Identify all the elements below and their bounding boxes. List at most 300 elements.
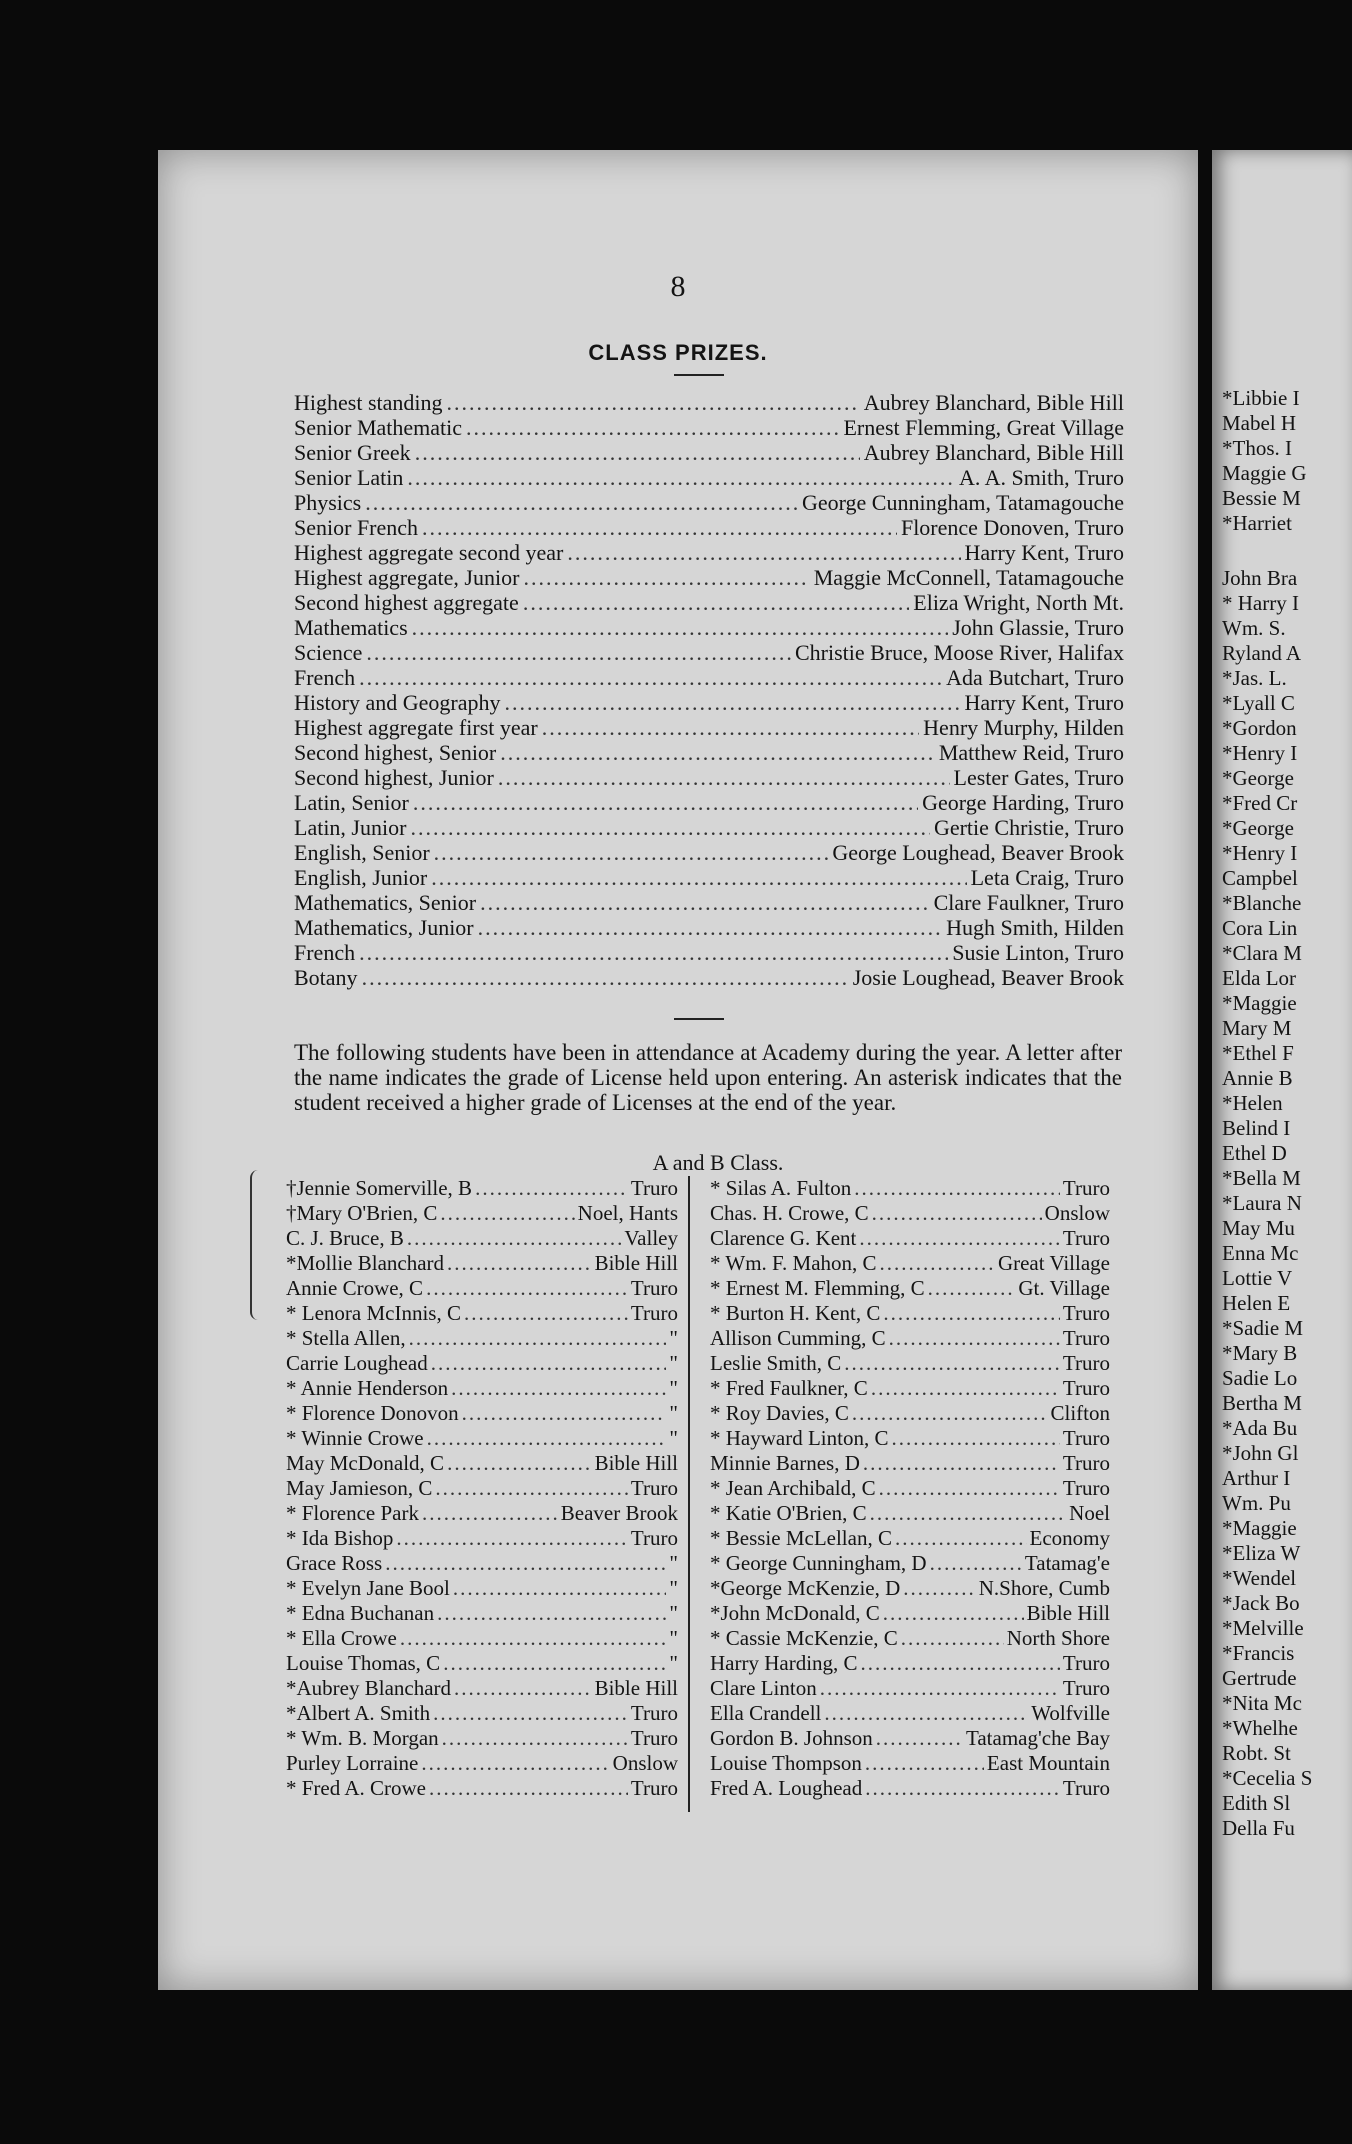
fragment-row: *Eliza W: [1222, 1541, 1301, 1565]
column-divider: [688, 1176, 690, 1812]
fragment-row: *Henry I: [1222, 841, 1298, 865]
student-place: Valley: [624, 1226, 678, 1250]
dot-leader: [861, 1651, 1060, 1676]
dot-leader: [447, 390, 860, 415]
prize-label: Latin, Senior: [294, 790, 409, 815]
student-row: [286, 1626, 678, 1651]
student-place: Truro: [1062, 1176, 1110, 1200]
fragment-row: *Melville: [1222, 1616, 1304, 1640]
student-place: Truro: [630, 1701, 678, 1725]
dot-leader: [879, 1476, 1060, 1501]
dot-leader: [891, 1426, 1059, 1451]
student-row: [286, 1226, 678, 1251]
fragment-row: Annie B: [1222, 1066, 1293, 1090]
student-row: [710, 1201, 1110, 1226]
prize-row: [294, 940, 1124, 965]
student-row: [286, 1576, 678, 1601]
fragment-row: *George: [1222, 816, 1294, 840]
prize-row: [294, 465, 1124, 490]
dot-leader: [440, 1201, 574, 1226]
fragment-row: * Harry I: [1222, 591, 1299, 615]
student-name: Minnie Barnes, D: [710, 1451, 860, 1475]
dot-leader: [422, 515, 897, 540]
prize-label: Latin, Junior: [294, 815, 407, 840]
prize-row: [294, 815, 1124, 840]
student-place: ": [669, 1551, 678, 1575]
fragment-row: Enna Mc: [1222, 1241, 1299, 1265]
fragment-row: *Gordon: [1222, 716, 1297, 740]
student-row: [286, 1251, 678, 1276]
student-row: [710, 1501, 1110, 1526]
student-name: * Ernest M. Flemming, C: [710, 1276, 925, 1300]
dot-leader: [421, 1751, 609, 1776]
prize-label: English, Senior: [294, 840, 430, 865]
student-name: * George Cunningham, D: [710, 1551, 927, 1575]
student-row: [286, 1451, 678, 1476]
student-place: North Shore: [1006, 1626, 1110, 1650]
dot-leader: [903, 1576, 975, 1601]
student-row: [286, 1201, 678, 1226]
student-row: [710, 1526, 1110, 1551]
student-row: [286, 1751, 678, 1776]
student-place: Onslow: [1044, 1201, 1110, 1225]
prize-label: Second highest aggregate: [294, 590, 519, 615]
fragment-row: *Maggie: [1222, 1516, 1297, 1540]
fragment-row: *Cecelia S: [1222, 1766, 1313, 1790]
student-row: [710, 1676, 1110, 1701]
prize-label: Botany: [294, 965, 358, 990]
fragment-row: Campbel: [1222, 866, 1298, 890]
dot-leader: [453, 1576, 667, 1601]
prize-label: Science: [294, 640, 363, 665]
fragment-row: Ethel D: [1222, 1141, 1287, 1165]
prize-row: [294, 440, 1124, 465]
student-name: * Stella Allen,: [286, 1326, 406, 1350]
fragment-row: *Jas. L.: [1222, 666, 1287, 690]
section-divider: [674, 1018, 724, 1020]
dot-leader: [844, 1351, 1060, 1376]
student-place: Great Village: [997, 1251, 1110, 1275]
student-row: [286, 1476, 678, 1501]
student-place: Truro: [630, 1476, 678, 1500]
fragment-row: Belind I: [1222, 1116, 1291, 1140]
dot-leader: [852, 1401, 1048, 1426]
prize-row: [294, 590, 1124, 615]
prize-row: [294, 915, 1124, 940]
student-row: [286, 1426, 678, 1451]
dot-leader: [409, 1326, 667, 1351]
student-place: Tatamag'e: [1024, 1551, 1110, 1575]
student-name: Ella Crandell: [710, 1701, 822, 1725]
dot-leader: [359, 940, 948, 965]
prize-label: Highest standing: [294, 390, 443, 415]
student-place: Bible Hill: [594, 1676, 678, 1700]
student-name: Carrie Loughead: [286, 1351, 428, 1375]
prize-winner: Clare Faulkner, Truro: [933, 890, 1124, 915]
student-name: * Ida Bishop: [286, 1526, 394, 1550]
student-name: Purley Lorraine: [286, 1751, 419, 1775]
attendance-intro: The following students have been in attendance at Academy during the year. A letter after the name indicates the grade of License held upon entering. An asterisk indicates that the student received a higher grade of Licenses at the end of the year.: [294, 1040, 1122, 1115]
students-left-column: [286, 1176, 678, 1801]
student-name: * Burton H. Kent, C: [710, 1301, 881, 1325]
prize-label: Highest aggregate, Junior: [294, 565, 520, 590]
student-place: Truro: [1062, 1226, 1110, 1250]
prize-label: Highest aggregate first year: [294, 715, 538, 740]
fragment-row: Della Fu: [1222, 1816, 1295, 1840]
fragment-row: Bertha M: [1222, 1391, 1302, 1415]
student-name: Allison Cumming, C: [710, 1326, 886, 1350]
prize-row: [294, 540, 1124, 565]
prize-winner: Aubrey Blanchard, Bible Hill: [863, 390, 1124, 415]
fragment-row: *Helen: [1222, 1091, 1283, 1115]
fragment-row: Helen E: [1222, 1291, 1291, 1315]
fragment-row: *Wendel: [1222, 1566, 1297, 1590]
dot-leader: [883, 1601, 1024, 1626]
student-row: [710, 1601, 1110, 1626]
prize-label: French: [294, 665, 356, 690]
dot-leader: [451, 1376, 666, 1401]
student-name: * Edna Buchanan: [286, 1601, 435, 1625]
dot-leader: [410, 815, 930, 840]
prize-winner: Leta Craig, Truro: [970, 865, 1124, 890]
student-name: * Lenora McInnis, C: [286, 1301, 461, 1325]
prize-label: Physics: [294, 490, 362, 515]
fragment-row: *Nita Mc: [1222, 1691, 1302, 1715]
students-right-column: [710, 1176, 1110, 1801]
prize-winner: Matthew Reid, Truro: [938, 740, 1124, 765]
prize-winner: Florence Donoven, Truro: [900, 515, 1124, 540]
student-name: * Evelyn Jane Bool: [286, 1576, 450, 1600]
student-name: Chas. H. Crowe, C: [710, 1201, 869, 1225]
dot-leader: [824, 1701, 1028, 1726]
student-place: Truro: [1062, 1651, 1110, 1675]
fragment-row: *Maggie: [1222, 991, 1297, 1015]
dot-leader: [865, 1776, 1060, 1801]
dot-leader: [859, 1226, 1060, 1251]
fragment-row: May Mu: [1222, 1216, 1295, 1240]
dot-leader: [362, 965, 849, 990]
student-row: [710, 1326, 1110, 1351]
margin-bracket-mark: [250, 1170, 264, 1320]
prize-label: Mathematics, Senior: [294, 890, 477, 915]
dot-leader: [872, 1201, 1042, 1226]
student-row: [286, 1301, 678, 1326]
student-row: [710, 1651, 1110, 1676]
dot-leader: [427, 1426, 667, 1451]
prize-row: [294, 665, 1124, 690]
student-row: [286, 1676, 678, 1701]
student-place: Truro: [630, 1276, 678, 1300]
dot-leader: [442, 1726, 628, 1751]
student-place: Noel, Hants: [577, 1201, 678, 1225]
student-row: [286, 1401, 678, 1426]
student-name: * Florence Park: [286, 1501, 419, 1525]
prize-label: Second highest, Senior: [294, 740, 497, 765]
prize-row: [294, 615, 1124, 640]
fragment-row: *Harriet: [1222, 511, 1292, 535]
dot-leader: [396, 1526, 628, 1551]
student-name: * Fred A. Crowe: [286, 1776, 426, 1800]
student-place: East Mountain: [986, 1751, 1110, 1775]
dot-leader: [434, 840, 829, 865]
student-row: [710, 1626, 1110, 1651]
dot-leader: [433, 1701, 628, 1726]
student-place: Truro: [630, 1776, 678, 1800]
student-row: [286, 1601, 678, 1626]
student-place: ": [669, 1626, 678, 1650]
adjacent-page-fragment: [1212, 150, 1352, 1990]
student-place: Truro: [1062, 1301, 1110, 1325]
student-row: [710, 1751, 1110, 1776]
dot-leader: [407, 1226, 622, 1251]
student-place: Truro: [630, 1526, 678, 1550]
dot-leader: [478, 915, 943, 940]
student-row: [286, 1326, 678, 1351]
dot-leader: [475, 1176, 628, 1201]
student-name: Harry Harding, C: [710, 1651, 858, 1675]
student-name: * Silas A. Fulton: [710, 1176, 852, 1200]
dot-leader: [366, 640, 791, 665]
dot-leader: [462, 1401, 667, 1426]
dot-leader: [505, 690, 961, 715]
student-place: Gt. Village: [1018, 1276, 1110, 1300]
class-heading: A and B Class.: [652, 1150, 784, 1175]
title-rule: [674, 374, 724, 376]
fragment-row: *Bella M: [1222, 1166, 1301, 1190]
student-name: Annie Crowe, C: [286, 1276, 424, 1300]
dot-leader: [365, 490, 798, 515]
student-name: * Ella Crowe: [286, 1626, 397, 1650]
student-row: [286, 1501, 678, 1526]
student-row: [710, 1176, 1110, 1201]
prize-winner: A. A. Smith, Truro: [958, 465, 1124, 490]
prize-label: Second highest, Junior: [294, 765, 494, 790]
student-place: Tatamag'che Bay: [966, 1726, 1110, 1750]
student-row: [710, 1401, 1110, 1426]
prize-winner: Christie Bruce, Moose River, Halifax: [794, 640, 1124, 665]
dot-leader: [883, 1301, 1060, 1326]
fragment-row: Arthur I: [1222, 1466, 1291, 1490]
fragment-row: Cora Lin: [1222, 916, 1298, 940]
fragment-row: Edith Sl: [1222, 1791, 1291, 1815]
fragment-row: Wm. S.: [1222, 616, 1286, 640]
prize-row: [294, 840, 1124, 865]
prize-row: [294, 890, 1124, 915]
dot-leader: [429, 1776, 628, 1801]
prize-winner: Ada Butchart, Truro: [946, 665, 1124, 690]
fragment-row: *Whelhe: [1222, 1716, 1298, 1740]
prize-label: Senior French: [294, 515, 419, 540]
student-place: Truro: [1062, 1476, 1110, 1500]
student-name: Louise Thomas, C: [286, 1651, 441, 1675]
prize-winner: Harry Kent, Truro: [964, 690, 1124, 715]
student-name: * Jean Archibald, C: [710, 1476, 876, 1500]
fragment-row: Sadie Lo: [1222, 1366, 1298, 1390]
prize-row: [294, 390, 1124, 415]
student-name: * Hayward Linton, C: [710, 1426, 889, 1450]
student-place: Truro: [630, 1176, 678, 1200]
dot-leader: [928, 1276, 1016, 1301]
prize-label: Mathematics: [294, 615, 408, 640]
dot-leader: [359, 665, 942, 690]
prize-winner: Ernest Flemming, Great Village: [843, 415, 1124, 440]
dot-leader: [443, 1651, 666, 1676]
student-place: Bible Hill: [594, 1251, 678, 1275]
student-row: [286, 1376, 678, 1401]
fragment-row: *Mary B: [1222, 1341, 1298, 1365]
dot-leader: [385, 1551, 666, 1576]
student-place: ": [669, 1601, 678, 1625]
page-number: 8: [670, 270, 686, 303]
dot-leader: [454, 1676, 592, 1701]
prize-winner: Lester Gates, Truro: [953, 765, 1124, 790]
student-row: [286, 1276, 678, 1301]
student-place: Economy: [1029, 1526, 1110, 1550]
student-name: C. J. Bruce, B: [286, 1226, 404, 1250]
student-name: * Roy Davies, C: [710, 1401, 849, 1425]
prize-winner: Josie Loughead, Beaver Brook: [852, 965, 1124, 990]
student-row: [286, 1551, 678, 1576]
dot-leader: [880, 1251, 995, 1276]
student-row: [286, 1726, 678, 1751]
dot-leader: [871, 1376, 1060, 1401]
student-name: May McDonald, C: [286, 1451, 445, 1475]
student-row: [286, 1176, 678, 1201]
fragment-row: Gertrude: [1222, 1666, 1297, 1690]
section-title: CLASS PRIZES.: [588, 340, 768, 365]
dot-leader: [863, 1451, 1060, 1476]
prize-winner: George Cunningham, Tatamagouche: [801, 490, 1124, 515]
student-name: *Albert A. Smith: [286, 1701, 431, 1725]
prize-row: [294, 740, 1124, 765]
dot-leader: [447, 1251, 592, 1276]
prize-winner: Susie Linton, Truro: [952, 940, 1124, 965]
fragment-row: *Lyall C: [1222, 691, 1295, 715]
student-row: [710, 1551, 1110, 1576]
dot-leader: [567, 540, 960, 565]
student-name: Leslie Smith, C: [710, 1351, 842, 1375]
dot-leader: [422, 1501, 558, 1526]
document-page: [158, 150, 1198, 1990]
student-name: * Fred Faulkner, C: [710, 1376, 868, 1400]
student-name: †Mary O'Brien, C: [286, 1201, 438, 1225]
student-row: [286, 1526, 678, 1551]
fragment-row: Mabel H: [1222, 411, 1297, 435]
student-place: Truro: [1062, 1426, 1110, 1450]
fragment-row: Mary M: [1222, 1016, 1292, 1040]
student-name: * Cassie McKenzie, C: [710, 1626, 898, 1650]
student-place: Truro: [630, 1301, 678, 1325]
dot-leader: [865, 1751, 984, 1776]
student-name: Gordon B. Johnson: [710, 1726, 873, 1750]
dot-leader: [431, 865, 966, 890]
student-name: * Bessie McLellan, C: [710, 1526, 892, 1550]
fragment-row: John Bra: [1222, 566, 1298, 590]
prize-winner: George Loughead, Beaver Brook: [832, 840, 1124, 865]
fragment-row: Elda Lor: [1222, 966, 1297, 990]
fragment-row: Robt. St: [1222, 1741, 1291, 1765]
prize-row: [294, 515, 1124, 540]
dot-leader: [464, 1301, 628, 1326]
student-name: * Annie Henderson: [286, 1376, 449, 1400]
student-place: Truro: [1062, 1351, 1110, 1375]
prize-row: [294, 715, 1124, 740]
adjacent-page-list: [1222, 386, 1352, 1841]
fragment-row: *Jack Bo: [1222, 1591, 1300, 1615]
dot-leader: [466, 415, 839, 440]
student-row: [710, 1226, 1110, 1251]
student-place: Clifton: [1050, 1401, 1110, 1425]
student-row: [710, 1726, 1110, 1751]
student-place: Truro: [1062, 1326, 1110, 1350]
prize-winner: Aubrey Blanchard, Bible Hill: [863, 440, 1124, 465]
dot-leader: [437, 1601, 666, 1626]
fragment-row: *Laura N: [1222, 1191, 1302, 1215]
student-name: * Florence Donovon: [286, 1401, 459, 1425]
student-row: [286, 1701, 678, 1726]
dot-leader: [412, 615, 949, 640]
dot-leader: [407, 465, 955, 490]
student-place: Truro: [1062, 1451, 1110, 1475]
class-prizes-list: [294, 390, 1124, 990]
prize-winner: Hugh Smith, Hilden: [946, 915, 1124, 940]
fragment-row: *Clara M: [1222, 941, 1302, 965]
prize-label: Senior Latin: [294, 465, 404, 490]
student-place: Noel: [1069, 1501, 1110, 1525]
dot-leader: [500, 740, 935, 765]
student-place: ": [669, 1326, 678, 1350]
fragment-row: *Henry I: [1222, 741, 1298, 765]
prize-winner: Henry Murphy, Hilden: [923, 715, 1124, 740]
prize-label: Highest aggregate second year: [294, 540, 564, 565]
student-row: [710, 1301, 1110, 1326]
student-place: Truro: [1062, 1676, 1110, 1700]
dot-leader: [400, 1626, 667, 1651]
student-place: ": [669, 1426, 678, 1450]
student-row: [710, 1376, 1110, 1401]
student-row: [710, 1426, 1110, 1451]
student-name: * Winnie Crowe: [286, 1426, 424, 1450]
student-row: [286, 1651, 678, 1676]
student-name: Grace Ross: [286, 1551, 383, 1575]
prize-label: Senior Greek: [294, 440, 411, 465]
student-place: ": [669, 1376, 678, 1400]
dot-leader: [889, 1326, 1060, 1351]
prize-row: [294, 640, 1124, 665]
fragment-row: *Blanche: [1222, 891, 1302, 915]
prize-row: [294, 490, 1124, 515]
student-name: Fred A. Loughead: [710, 1776, 863, 1800]
dot-leader: [415, 440, 860, 465]
student-row: [286, 1776, 678, 1801]
prize-label: History and Geography: [294, 690, 501, 715]
prize-row: [294, 565, 1124, 590]
fragment-row: *Ada Bu: [1222, 1416, 1298, 1440]
student-name: *Mollie Blanchard: [286, 1251, 445, 1275]
fragment-row: Maggie G: [1222, 461, 1307, 485]
fragment-row: *Fred Cr: [1222, 791, 1298, 815]
prize-row: [294, 765, 1124, 790]
prize-label: Senior Mathematic: [294, 415, 463, 440]
dot-leader: [542, 715, 919, 740]
student-row: [710, 1451, 1110, 1476]
student-place: Bible Hill: [1026, 1601, 1110, 1625]
student-name: †Jennie Somerville, B: [286, 1176, 473, 1200]
student-row: [710, 1701, 1110, 1726]
dot-leader: [435, 1476, 628, 1501]
fragment-row: *Ethel F: [1222, 1041, 1294, 1065]
student-name: Clarence G. Kent: [710, 1226, 857, 1250]
